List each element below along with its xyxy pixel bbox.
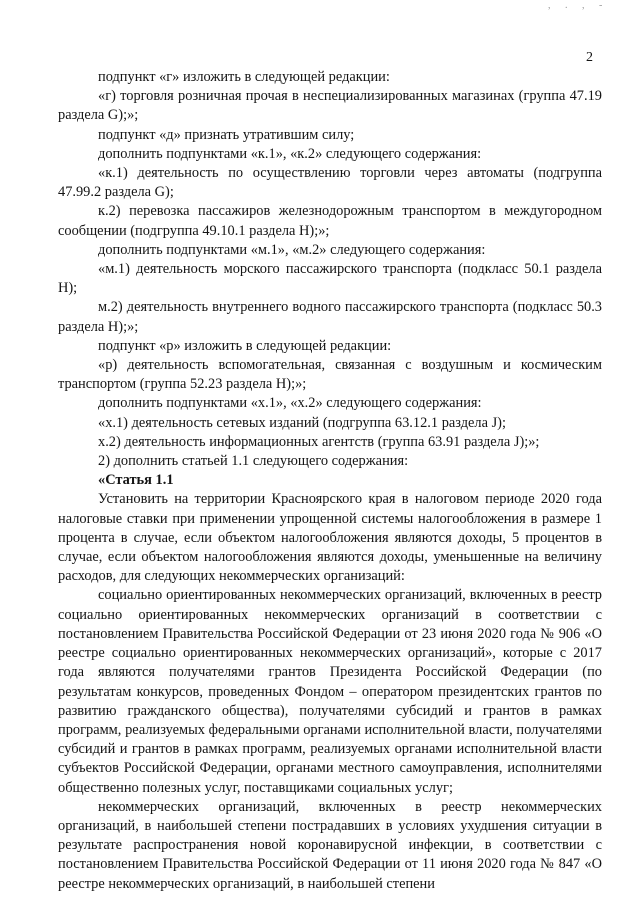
- paragraph: дополнить подпунктами «м.1», «м.2» следующего содержания:: [98, 241, 486, 258]
- paragraph: подпункт «р» изложить в следующей редакции:: [98, 337, 392, 354]
- paragraph: «к.1) деятельность по осуществлению торговли через автоматы (подгруппа 47.99.2 раздела G);: [58, 165, 602, 201]
- paragraph: подпункт «г» изложить в следующей редакции:: [98, 69, 390, 85]
- paragraph: дополнить подпунктами «х.1», «х.2» следующего содержания:: [98, 395, 482, 412]
- paragraph: дополнить подпунктами «к.1», «к.2» следующего содержания:: [98, 145, 482, 162]
- paragraph: социально ориентированных некоммерческих организаций, включенных в реестр социально ориентированных некоммерческих организаций в соответствии с постановлением Правительства Российской Федерации от 23 июня 2020 года № 906 «О реестре социально ориентированных некоммерческих организаций», которые с 2017 года являются получателями грантов Президента Российской Федерации (по результатам конкурсов, проведенных Фондом – оператором президентских грантов по развитию гражданского общества), получателями субсидий и грантов в рамках программ, реализуемых федеральными органами исполнительной власти, получателями субсидий и грантов в рамках программ, реализуемых органами исполнительной власти субъектов Российской Федерации, органами местного самоуправления, исполнителями общественно полезных услуг, поставщиками социальных услуг;: [58, 587, 602, 796]
- scan-corner-marks-icon: , . , -: [548, 0, 609, 11]
- paragraph: 2) дополнить статьей 1.1 следующего содержания:: [98, 453, 409, 470]
- paragraph: «р) деятельность вспомогательная, связанная с воздушным и космическим транспортом (группа 52.23 раздела H);»;: [58, 357, 602, 393]
- page-number: 2: [586, 50, 593, 65]
- paragraph: подпункт «д» признать утратившим силу;: [98, 126, 355, 143]
- paragraph: х.2) деятельность информационных агентств (группа 63.91 раздела J);»;: [98, 433, 540, 450]
- paragraph: «х.1) деятельность сетевых изданий (подгруппа 63.12.1 раздела J);: [98, 414, 506, 431]
- paragraph: некоммерческих организаций, включенных в реестр некоммерческих организаций, в наибольшей степени пострадавших в условиях ухудшения ситуации в результате распространения новой коронавирусной инфекции, в соответствии с постановлением Правительства Российской Федерации от 11 июня 2020 года № 847 «О реестре некоммерческих организаций, в наибольшей степени: [58, 798, 602, 892]
- paragraph: Установить на территории Красноярского края в налоговом периоде 2020 года налоговые ставки при применении упрощенной системы налогообложения в размере 1 процента в случае, если объектом налогообложения являются доходы, 5 процентов в случае, если объектом налогообложения являются доходы, уменьшенные на величину расходов, для следующих некоммерческих организаций:: [58, 491, 602, 585]
- paragraph: «м.1) деятельность морского пассажирского транспорта (подкласс 50.1 раздела H);: [58, 261, 602, 297]
- article-heading: «Статья 1.1: [98, 472, 174, 489]
- paragraph: м.2) деятельность внутреннего водного пассажирского транспорта (подкласс 50.3 раздела H);»;: [58, 299, 602, 335]
- paragraph: к.2) перевозка пассажиров железнодорожным транспортом в междугородном сообщении (подгруппа 49.10.1 раздела H);»;: [58, 203, 602, 239]
- paragraph: «г) торговля розничная прочая в неспециализированных магазинах (группа 47.19 раздела G);»;: [58, 88, 602, 124]
- document-body: [58, 68, 602, 894]
